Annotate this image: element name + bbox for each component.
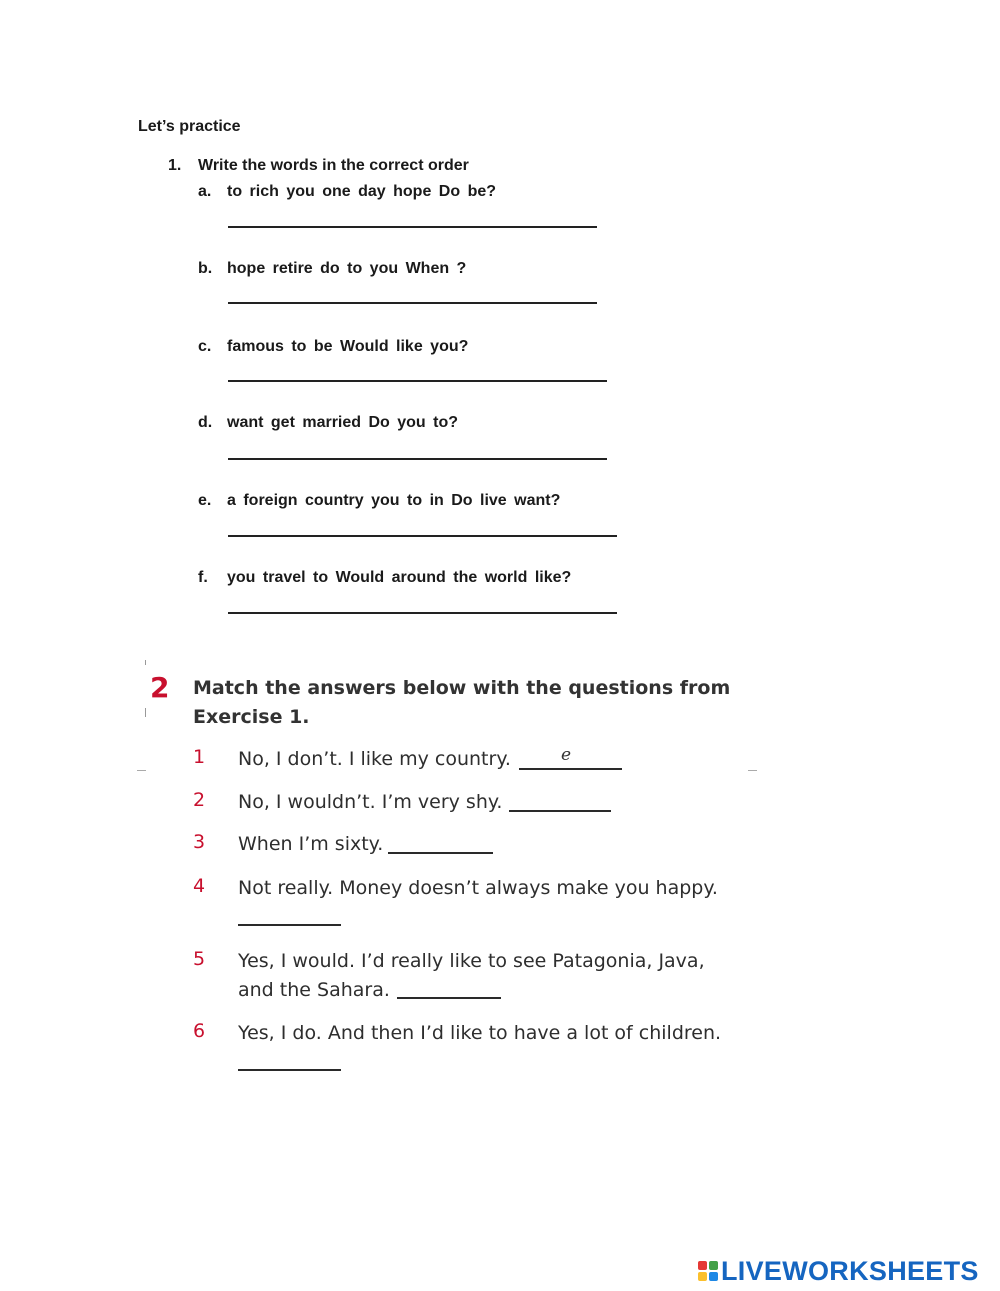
match-item-5-number: 5 — [193, 948, 206, 970]
scan-mark — [145, 708, 146, 717]
match-item-1-text: No, I don’t. I like my country. — [238, 748, 511, 770]
question-e-letter: e. — [198, 492, 212, 509]
logo-block — [709, 1272, 718, 1281]
exercise2-number: 2 — [150, 671, 170, 704]
question-a-text: to rich you one day hope Do be? — [227, 183, 497, 200]
answer-line-e[interactable] — [228, 535, 617, 537]
question-b-text: hope retire do to you When ? — [227, 260, 467, 277]
match-blank-3[interactable] — [388, 852, 493, 854]
question-a-letter: a. — [198, 183, 212, 200]
scan-mark — [748, 770, 757, 771]
match-blank-1[interactable] — [519, 768, 622, 770]
match-item-2-number: 2 — [193, 789, 206, 811]
question-b-letter: b. — [198, 260, 213, 277]
answer-input-a[interactable] — [228, 201, 601, 225]
match-item-3-text: When I’m sixty. — [238, 833, 384, 855]
exercise1-number: 1. — [168, 157, 182, 174]
question-d-letter: d. — [198, 414, 213, 431]
answer-line-b[interactable] — [228, 302, 597, 304]
answer-input-b[interactable] — [228, 277, 601, 301]
match-item-2-text: No, I wouldn’t. I’m very shy. — [238, 791, 503, 813]
page-heading: Let’s practice — [138, 118, 241, 135]
question-f-letter: f. — [198, 569, 208, 586]
answer-input-c[interactable] — [228, 355, 611, 379]
answer-input-d[interactable] — [228, 433, 611, 457]
match-answer-1: e — [561, 745, 572, 765]
question-d-text: want get married Do you to? — [227, 414, 459, 431]
question-c-letter: c. — [198, 338, 212, 355]
logo-block — [709, 1261, 718, 1270]
logo-blocks-icon — [698, 1261, 718, 1281]
match-item-5-text-line2: and the Sahara. — [238, 979, 390, 1001]
question-e-text: a foreign country you to in Do live want? — [227, 492, 561, 509]
match-blank-6[interactable] — [238, 1069, 341, 1071]
match-item-6-text: Yes, I do. And then I’d like to have a lot of children. — [238, 1022, 722, 1044]
match-item-6-number: 6 — [193, 1020, 206, 1042]
answer-line-d[interactable] — [228, 458, 607, 460]
match-item-3-number: 3 — [193, 831, 206, 853]
logo-block — [698, 1261, 707, 1270]
logo-text: LIVEWORKSHEETS — [721, 1255, 979, 1286]
scan-mark — [145, 660, 146, 665]
scan-mark — [137, 770, 146, 771]
match-item-5-text-line1: Yes, I would. I’d really like to see Patagonia, Java, — [238, 950, 705, 972]
answer-input-f[interactable] — [228, 587, 621, 611]
match-item-1-number: 1 — [193, 746, 206, 768]
logo-block — [698, 1272, 707, 1281]
match-blank-2[interactable] — [509, 810, 611, 812]
answer-line-c[interactable] — [228, 380, 607, 382]
match-item-4-text: Not really. Money doesn’t always make you happy. — [238, 877, 718, 899]
answer-line-f[interactable] — [228, 612, 617, 614]
liveworksheets-logo[interactable] — [698, 1256, 979, 1286]
match-item-4-number: 4 — [193, 875, 206, 897]
answer-line-a[interactable] — [228, 226, 597, 228]
exercise2-title-line1: Match the answers below with the questions from — [193, 677, 731, 699]
answer-input-e[interactable] — [228, 510, 621, 534]
exercise1-instruction: Write the words in the correct order — [198, 157, 469, 174]
question-f-text: you travel to Would around the world like? — [227, 569, 572, 586]
match-blank-5[interactable] — [397, 997, 501, 999]
question-c-text: famous to be Would like you? — [227, 338, 469, 355]
match-blank-4[interactable] — [238, 924, 341, 926]
exercise2-title-line2: Exercise 1. — [193, 706, 310, 728]
